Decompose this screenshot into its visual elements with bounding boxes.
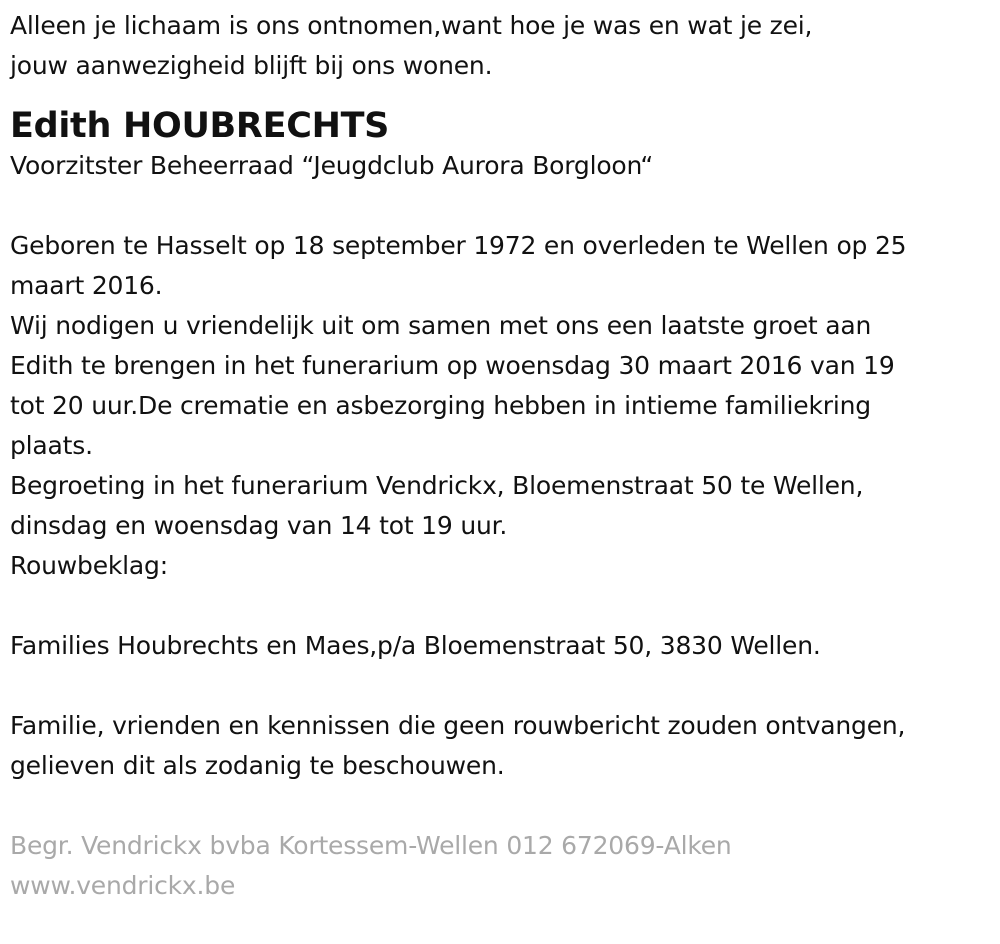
- families-address: Families Houbrechts en Maes,p/a Bloemenstraat 50, 3830 Wellen.: [10, 631, 821, 660]
- body-line: Begroeting in het funerarium Vendrickx, Bloemenstraat 50 te Wellen,: [10, 471, 864, 500]
- funeral-home-info: Begr. Vendrickx bvba Kortessem-Wellen 012 672069-Alken: [10, 831, 732, 860]
- spacer: [10, 186, 990, 226]
- verse-line-1: Alleen je lichaam is ons ontnomen,want hoe je was en wat je zei,: [10, 11, 813, 40]
- verse-line-2: jouw aanwezigheid blijft bij ons wonen.: [10, 51, 493, 80]
- body-line: Wij nodigen u vriendelijk uit om samen met ons een laatste groet aan: [10, 311, 872, 340]
- body-line: tot 20 uur.De crematie en asbezorging hebben in intieme familiekring: [10, 391, 871, 420]
- spacer: [10, 666, 990, 706]
- spacer: [10, 786, 990, 826]
- condolences-label: Rouwbeklag:: [10, 551, 168, 580]
- body-line: Edith te brengen in het funerarium op woensdag 30 maart 2016 van 19: [10, 351, 895, 380]
- funeral-home-website[interactable]: www.vendrickx.be: [10, 871, 236, 900]
- spacer: [10, 586, 990, 626]
- deceased-name: Edith HOUBRECHTS: [10, 106, 390, 146]
- deceased-role: Voorzitster Beheerraad “Jeugdclub Aurora Borgloon“: [10, 151, 654, 180]
- body-line: dinsdag en woensdag van 14 tot 19 uur.: [10, 511, 508, 540]
- body-line: maart 2016.: [10, 271, 163, 300]
- notice-line-2: gelieven dit als zodanig te beschouwen.: [10, 751, 505, 780]
- body-line: plaats.: [10, 431, 93, 460]
- obituary-document: [10, 6, 990, 906]
- notice-line-1: Familie, vrienden en kennissen die geen rouwbericht zouden ontvangen,: [10, 711, 906, 740]
- body-line: Geboren te Hasselt op 18 september 1972 en overleden te Wellen op 25: [10, 231, 907, 260]
